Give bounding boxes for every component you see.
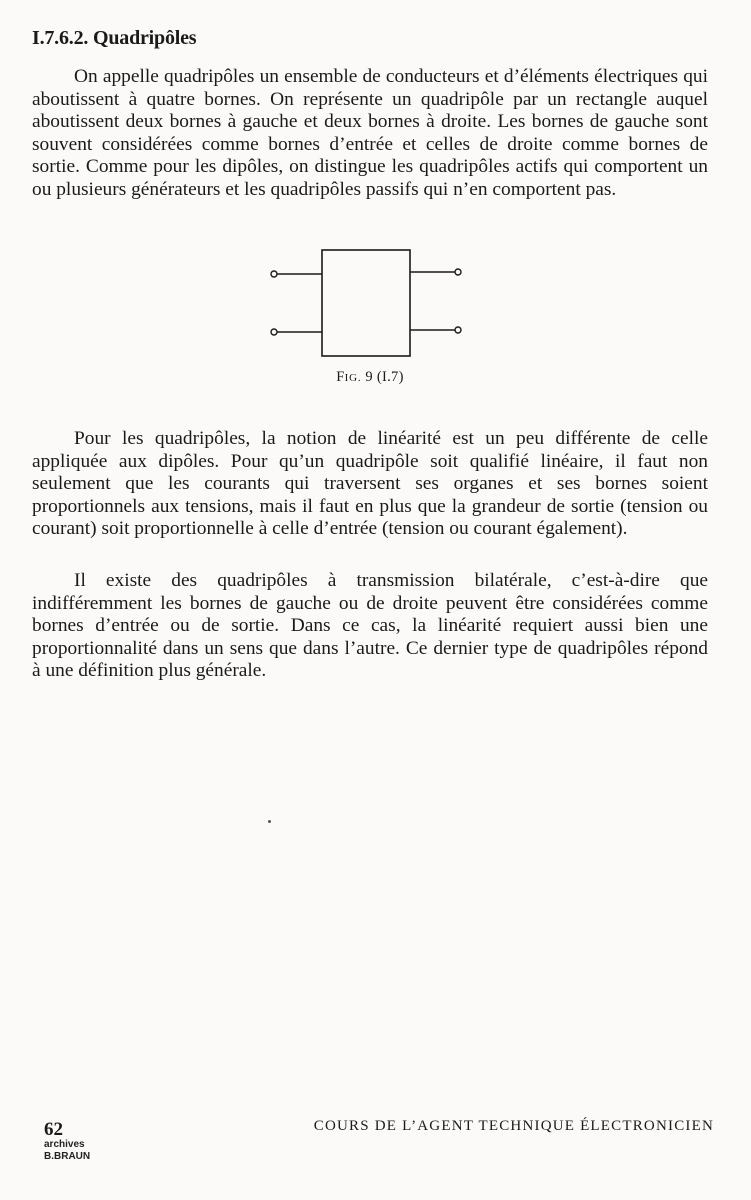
caption-small-caps: IG.: [344, 372, 362, 384]
input-terminal-top: [271, 271, 277, 277]
archive-stamp: [44, 1139, 90, 1163]
paragraph-quadripole-definition: On appelle quadripôles un ensemble de conducteurs et d’éléments électriques qui aboutissent à quatre bornes. On représente un quadripôle par un rectangle auquel aboutissent deux bornes à gauche et deux bornes à droite. Les bornes de gauche sont souvent considérées comme bornes d’entrée et celles de droite comme bornes de sortie. Comme pour les dipôles, on distingue les quadripôles actifs qui comportent un ou plusieurs générateurs et les quadripôles passifs qui n’en comportent pas.: [32, 66, 708, 200]
output-terminal-bottom: [455, 327, 461, 333]
output-terminal-top: [455, 269, 461, 275]
figure-caption: [300, 369, 440, 386]
paragraph-linearity: Pour les quadripôles, la notion de linéarité est un peu différente de celle appliquée aux dipôles. Pour qu’un quadripôle soit qualifié linéaire, il faut non seulement que les courants qui traversent ses organes et ses bornes soient proportionnels aux tensions, mais il faut en plus que la grandeur de sortie (tension ou courant) soit proportionnelle à celle d’entrée (tension ou courant également).: [32, 428, 708, 539]
quadripole-diagram: [268, 248, 468, 360]
archive-stamp-line-1: archives: [44, 1139, 85, 1150]
print-speck: [268, 820, 271, 823]
page-number: 62: [44, 1119, 63, 1140]
caption-number: 9 (I.7): [361, 369, 404, 385]
quadripole-box: [322, 250, 410, 356]
paragraph-bilateral-transmission: Il existe des quadripôles à transmission bilatérale, c’est-à-dire que indifféremment les bornes de gauche ou de droite peuvent être considérées comme bornes d’entrée ou de sortie. Dans ce cas, la linéarité requiert aussi bien une proportionnalité dans un sens que dans l’autre. Ce dernier type de quadripôles répond à une définition plus générale.: [32, 570, 708, 681]
archive-stamp-line-2: B.BRAUN: [44, 1151, 91, 1162]
running-footer-title: COURS DE L’AGENT TECHNIQUE ÉLECTRONICIEN: [313, 1118, 714, 1134]
caption-prefix: F: [336, 369, 345, 385]
input-terminal-bottom: [271, 329, 277, 335]
section-heading: I.7.6.2. Quadripôles: [32, 27, 197, 49]
